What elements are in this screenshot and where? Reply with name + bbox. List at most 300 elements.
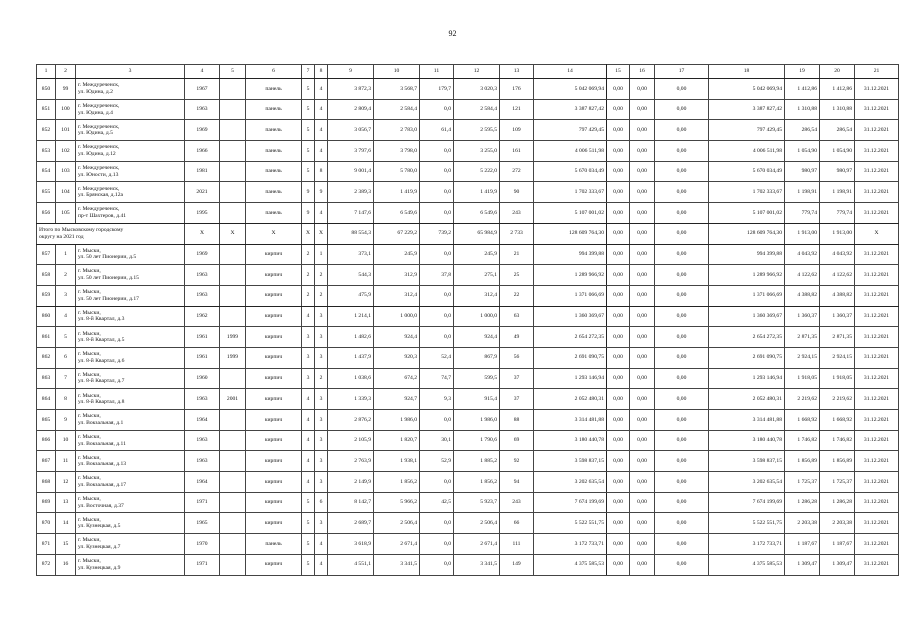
- table-cell: 1967: [185, 79, 220, 100]
- table-cell: 94: [500, 472, 534, 493]
- table-cell: 16: [56, 554, 76, 575]
- table-cell: 779,74: [820, 203, 855, 224]
- table-cell: 4 043,92: [820, 244, 855, 265]
- column-header: 15: [607, 65, 630, 79]
- table-cell: 739,2: [420, 223, 454, 244]
- table-cell: 1981: [185, 161, 220, 182]
- table-cell: 373,1: [328, 244, 374, 265]
- total-label-cell: Итого по Мысковскому городскому округу на 2021 год: [37, 223, 185, 244]
- table-cell: 0,00: [630, 389, 655, 410]
- table-cell: 9: [56, 410, 76, 431]
- table-cell: 852: [37, 120, 56, 141]
- table-cell: [220, 554, 246, 575]
- table-cell: [220, 79, 246, 100]
- table-row: [37, 265, 899, 286]
- table-cell: X: [302, 223, 315, 244]
- table-cell: 52,4: [420, 347, 454, 368]
- table-cell: 4: [315, 203, 328, 224]
- table-cell: 859: [37, 285, 56, 306]
- table-cell: 31.12.2021: [855, 120, 899, 141]
- column-header: 2: [56, 65, 76, 79]
- table-cell: кирпич: [246, 306, 302, 327]
- column-header: 1: [37, 65, 56, 79]
- table-cell: 915,4: [454, 389, 500, 410]
- table-cell: кирпич: [246, 513, 302, 534]
- table-cell: 1995: [185, 203, 220, 224]
- table-cell: 1 293 146,94: [534, 368, 607, 389]
- address-cell: г. Мыски, ул. Кузнецкая, д.9: [76, 554, 185, 575]
- table-cell: 4: [302, 451, 315, 472]
- table-cell: 31.12.2021: [855, 79, 899, 100]
- table-cell: 176: [500, 79, 534, 100]
- table-cell: кирпич: [246, 368, 302, 389]
- column-header: 10: [374, 65, 420, 79]
- table-cell: 797 429,45: [534, 120, 607, 141]
- table-row: [37, 99, 899, 120]
- table-cell: 2 105,9: [328, 430, 374, 451]
- table-cell: 1 054,90: [785, 141, 820, 162]
- column-header: 13: [500, 65, 534, 79]
- table-cell: 0,00: [655, 472, 709, 493]
- table-cell: [220, 410, 246, 431]
- table-cell: 6: [56, 347, 76, 368]
- table-row: [37, 430, 899, 451]
- table-cell: 1 309,47: [785, 554, 820, 575]
- table-cell: [220, 120, 246, 141]
- table-cell: 31.12.2021: [855, 182, 899, 203]
- table-cell: 1 371 066,69: [709, 285, 785, 306]
- table-cell: 1 187,67: [820, 534, 855, 555]
- table-cell: 1999: [220, 347, 246, 368]
- table-cell: 1 360 369,67: [709, 306, 785, 327]
- table-cell: 4 375 585,53: [709, 554, 785, 575]
- column-header: 3: [76, 65, 185, 79]
- column-header: 20: [820, 65, 855, 79]
- table-cell: 31.12.2021: [855, 554, 899, 575]
- table-row: [37, 534, 899, 555]
- table-cell: 4 388,82: [785, 285, 820, 306]
- table-cell: 0,00: [655, 492, 709, 513]
- table-cell: 7 674 199,69: [709, 492, 785, 513]
- table-cell: 4 375 585,53: [534, 554, 607, 575]
- table-cell: 1 293 146,94: [709, 368, 785, 389]
- table-cell: 3 180 440,78: [709, 430, 785, 451]
- table-cell: 0,00: [607, 120, 630, 141]
- table-cell: 920,3: [374, 347, 420, 368]
- table-cell: кирпич: [246, 327, 302, 348]
- table-cell: 69: [500, 430, 534, 451]
- table-cell: 924,4: [374, 327, 420, 348]
- table-cell: 105: [56, 203, 76, 224]
- table-cell: 1 360,37: [785, 306, 820, 327]
- table-cell: 3 314 481,88: [534, 410, 607, 431]
- table-cell: панель: [246, 203, 302, 224]
- table-cell: 1 371 066,69: [534, 285, 607, 306]
- housing-registry-table: [36, 64, 899, 576]
- table-cell: 7 674 199,69: [534, 492, 607, 513]
- table-cell: 10: [56, 430, 76, 451]
- table-cell: 2 595,5: [454, 120, 500, 141]
- address-cell: г. Междуреченск, ул. Юдина, д.4: [76, 99, 185, 120]
- table-cell: 243: [500, 492, 534, 513]
- table-cell: 869: [37, 492, 56, 513]
- table-cell: 0,00: [630, 99, 655, 120]
- table-cell: 0,00: [607, 203, 630, 224]
- table-cell: 0,00: [655, 306, 709, 327]
- table-cell: 4 006 511,98: [709, 141, 785, 162]
- table-cell: 3: [315, 389, 328, 410]
- table-cell: X: [185, 223, 220, 244]
- table-cell: 0,00: [607, 141, 630, 162]
- table-cell: 2: [315, 265, 328, 286]
- table-cell: 5: [302, 513, 315, 534]
- table-cell: 1 986,0: [454, 410, 500, 431]
- table-cell: 1964: [185, 410, 220, 431]
- table-cell: 128 609 764,30: [534, 223, 607, 244]
- table-cell: 3: [315, 410, 328, 431]
- table-cell: 5 522 551,75: [709, 513, 785, 534]
- table-cell: 0,00: [655, 265, 709, 286]
- table-cell: 5 222,0: [454, 161, 500, 182]
- table-cell: 0,00: [607, 472, 630, 493]
- table-cell: 149: [500, 554, 534, 575]
- table-cell: 4: [315, 120, 328, 141]
- table-cell: 8 142,7: [328, 492, 374, 513]
- table-cell: 31.12.2021: [855, 203, 899, 224]
- table-cell: 9: [302, 182, 315, 203]
- table-cell: 104: [56, 182, 76, 203]
- table-row: [37, 327, 899, 348]
- table-cell: 0,00: [655, 534, 709, 555]
- table-cell: 0,00: [655, 182, 709, 203]
- table-cell: 1 885,2: [454, 451, 500, 472]
- address-cell: г. Мыски, ул. 50 лет Пионерии, д.5: [76, 244, 185, 265]
- table-cell: кирпич: [246, 430, 302, 451]
- table-cell: 2: [315, 285, 328, 306]
- table-cell: 3 056,7: [328, 120, 374, 141]
- table-cell: 1969: [185, 244, 220, 265]
- table-cell: 37: [500, 368, 534, 389]
- table-cell: 1964: [185, 472, 220, 493]
- table-cell: 870: [37, 513, 56, 534]
- table-cell: кирпич: [246, 347, 302, 368]
- table-cell: 42,5: [420, 492, 454, 513]
- table-cell: 3 180 440,78: [534, 430, 607, 451]
- table-cell: кирпич: [246, 554, 302, 575]
- table-cell: 63: [500, 306, 534, 327]
- table-cell: 0,00: [630, 430, 655, 451]
- table-cell: 3: [302, 347, 315, 368]
- table-cell: 31.12.2021: [855, 327, 899, 348]
- table-cell: 3 797,6: [328, 141, 374, 162]
- table-cell: 0,0: [420, 182, 454, 203]
- table-cell: 31.12.2021: [855, 285, 899, 306]
- table-cell: 1 198,91: [785, 182, 820, 203]
- address-cell: г. Мыски, ул. 8-й Квартал, д.8: [76, 389, 185, 410]
- table-row: [37, 513, 899, 534]
- table-cell: 2021: [185, 182, 220, 203]
- table-cell: 2 671,4: [374, 534, 420, 555]
- table-row: [37, 472, 899, 493]
- table-cell: 860: [37, 306, 56, 327]
- table-cell: 6 549,6: [374, 203, 420, 224]
- table-cell: 2 871,35: [785, 327, 820, 348]
- table-cell: 4 006 511,98: [534, 141, 607, 162]
- table-cell: 1 437,9: [328, 347, 374, 368]
- table-cell: 0,00: [655, 244, 709, 265]
- column-header: 21: [855, 65, 899, 79]
- address-cell: г. Междуреченск, ул. Брянская, д.12а: [76, 182, 185, 203]
- table-cell: 1 412,86: [785, 79, 820, 100]
- table-cell: 4: [315, 554, 328, 575]
- table-cell: 0,00: [630, 265, 655, 286]
- table-cell: 1 918,05: [820, 368, 855, 389]
- table-cell: 2 691 090,75: [534, 347, 607, 368]
- table-cell: 0,00: [630, 79, 655, 100]
- table-cell: 3 598 837,15: [709, 451, 785, 472]
- address-cell: г. Мыски, ул. Вокзальная, д.17: [76, 472, 185, 493]
- table-cell: 2: [315, 368, 328, 389]
- table-cell: 0,00: [630, 141, 655, 162]
- table-cell: 7: [56, 368, 76, 389]
- table-cell: 1 856,2: [454, 472, 500, 493]
- table-cell: 3 341,5: [454, 554, 500, 575]
- table-cell: 4: [302, 306, 315, 327]
- table-cell: 0,00: [655, 161, 709, 182]
- table-cell: 0,00: [655, 389, 709, 410]
- table-cell: 99: [56, 79, 76, 100]
- column-header: 11: [420, 65, 454, 79]
- table-cell: 0,00: [607, 492, 630, 513]
- table-cell: 5: [302, 161, 315, 182]
- table-cell: 5 107 001,02: [534, 203, 607, 224]
- table-cell: панель: [246, 182, 302, 203]
- table-cell: 5 670 034,49: [709, 161, 785, 182]
- table-cell: 272: [500, 161, 534, 182]
- table-cell: 0,00: [607, 347, 630, 368]
- table-cell: 3: [315, 327, 328, 348]
- table-cell: 2: [302, 285, 315, 306]
- table-cell: 5: [302, 79, 315, 100]
- table-cell: 7 147,6: [328, 203, 374, 224]
- address-cell: г. Междуреченск, ул. Юдина, д.2: [76, 79, 185, 100]
- table-row: [37, 244, 899, 265]
- table-cell: 3: [315, 472, 328, 493]
- table-cell: 980,97: [785, 161, 820, 182]
- table-cell: 1: [315, 244, 328, 265]
- address-cell: г. Мыски, ул. Вокзальная, д.1: [76, 410, 185, 431]
- table-cell: 3: [315, 430, 328, 451]
- address-cell: г. Мыски, ул. Кузнецкая, д.5: [76, 513, 185, 534]
- table-cell: 0,00: [655, 430, 709, 451]
- table-cell: 2 219,62: [820, 389, 855, 410]
- table-cell: 88 554,3: [328, 223, 374, 244]
- table-cell: 6 549,6: [454, 203, 500, 224]
- table-cell: 31.12.2021: [855, 389, 899, 410]
- table-cell: 0,00: [630, 306, 655, 327]
- table-cell: 0,00: [630, 347, 655, 368]
- table-cell: 0,00: [655, 368, 709, 389]
- table-cell: 1963: [185, 451, 220, 472]
- table-cell: 0,0: [420, 327, 454, 348]
- table-cell: 5: [302, 141, 315, 162]
- address-cell: г. Междуреченск, пр-т Шахтеров, д.41: [76, 203, 185, 224]
- table-cell: 2 203,38: [820, 513, 855, 534]
- table-cell: 74,7: [420, 368, 454, 389]
- table-cell: 1 198,91: [820, 182, 855, 203]
- column-header: 8: [315, 65, 328, 79]
- table-cell: панель: [246, 161, 302, 182]
- table-cell: 0,00: [607, 244, 630, 265]
- table-cell: 0,00: [630, 554, 655, 575]
- table-cell: 3 255,0: [454, 141, 500, 162]
- table-cell: 4: [302, 389, 315, 410]
- table-cell: панель: [246, 79, 302, 100]
- column-header: 6: [246, 65, 302, 79]
- table-cell: 2 052 480,31: [709, 389, 785, 410]
- table-cell: 1 054,90: [820, 141, 855, 162]
- table-cell: 31.12.2021: [855, 430, 899, 451]
- table-cell: 245,9: [454, 244, 500, 265]
- column-header: 16: [630, 65, 655, 79]
- table-cell: 868: [37, 472, 56, 493]
- table-cell: 1960: [185, 368, 220, 389]
- table-cell: 1 856,89: [820, 451, 855, 472]
- table-cell: 3 598 837,15: [534, 451, 607, 472]
- table-cell: 0,0: [420, 203, 454, 224]
- table-cell: 3: [315, 347, 328, 368]
- column-header: 14: [534, 65, 607, 79]
- table-cell: 2 763,9: [328, 451, 374, 472]
- table-cell: 12: [56, 472, 76, 493]
- table-cell: 4 122,62: [820, 265, 855, 286]
- column-header: 4: [185, 65, 220, 79]
- table-cell: 1 419,9: [374, 182, 420, 203]
- table-cell: 0,00: [607, 161, 630, 182]
- table-cell: 5 780,0: [374, 161, 420, 182]
- table-cell: 994 399,88: [534, 244, 607, 265]
- table-cell: 3 202 635,54: [534, 472, 607, 493]
- table-cell: 5: [302, 534, 315, 555]
- table-row: [37, 141, 899, 162]
- table-cell: 1 214,1: [328, 306, 374, 327]
- table-cell: 1 725,37: [820, 472, 855, 493]
- table-cell: 31.12.2021: [855, 347, 899, 368]
- table-cell: 1961: [185, 347, 220, 368]
- table-cell: 37: [500, 389, 534, 410]
- table-cell: 2 203,38: [785, 513, 820, 534]
- table-cell: 9: [302, 203, 315, 224]
- table-cell: 0,00: [607, 513, 630, 534]
- address-cell: г. Мыски, ул. 50 лет Пионерии, д.15: [76, 265, 185, 286]
- table-cell: 5 042 069,94: [709, 79, 785, 100]
- table-cell: [220, 513, 246, 534]
- table-cell: 0,00: [655, 120, 709, 141]
- table-cell: 161: [500, 141, 534, 162]
- table-cell: 0,00: [630, 203, 655, 224]
- table-cell: 2 809,4: [328, 99, 374, 120]
- table-cell: 1: [56, 244, 76, 265]
- table-cell: 8: [56, 389, 76, 410]
- table-header-row: [37, 65, 899, 79]
- table-cell: 3: [315, 306, 328, 327]
- table-cell: [220, 451, 246, 472]
- table-cell: [220, 368, 246, 389]
- table-cell: 1 913,00: [820, 223, 855, 244]
- table-cell: 31.12.2021: [855, 513, 899, 534]
- table-cell: 179,7: [420, 79, 454, 100]
- table-cell: 0,0: [420, 141, 454, 162]
- table-cell: 4: [302, 410, 315, 431]
- table-cell: 866: [37, 430, 56, 451]
- table-cell: 2 733: [500, 223, 534, 244]
- table-cell: 858: [37, 265, 56, 286]
- table-cell: 1 286,28: [785, 492, 820, 513]
- table-cell: [220, 141, 246, 162]
- table-cell: кирпич: [246, 492, 302, 513]
- table-cell: 3: [56, 285, 76, 306]
- table-cell: 1 702 333,67: [709, 182, 785, 203]
- table-row: [37, 451, 899, 472]
- table-cell: 30,1: [420, 430, 454, 451]
- table-cell: 0,0: [420, 472, 454, 493]
- table-cell: 0,00: [655, 141, 709, 162]
- table-row: [37, 182, 899, 203]
- table-cell: 0,00: [655, 554, 709, 575]
- table-cell: кирпич: [246, 472, 302, 493]
- table-cell: 4: [315, 79, 328, 100]
- table-cell: 2 149,9: [328, 472, 374, 493]
- table-cell: X: [855, 223, 899, 244]
- column-header: 5: [220, 65, 246, 79]
- column-header: 12: [454, 65, 500, 79]
- table-cell: 61,4: [420, 120, 454, 141]
- table-cell: 286,54: [820, 120, 855, 141]
- column-header: 9: [328, 65, 374, 79]
- table-cell: [220, 161, 246, 182]
- table-cell: 0,00: [607, 306, 630, 327]
- table-cell: 49: [500, 327, 534, 348]
- table-cell: 0,00: [607, 451, 630, 472]
- table-cell: 2 924,15: [785, 347, 820, 368]
- table-cell: 0,00: [607, 534, 630, 555]
- table-row: [37, 79, 899, 100]
- table-cell: 854: [37, 161, 56, 182]
- table-row: [37, 223, 899, 244]
- table-cell: 37,8: [420, 265, 454, 286]
- table-cell: 0,00: [655, 327, 709, 348]
- table-cell: 9,3: [420, 389, 454, 410]
- table-cell: 1 790,6: [454, 430, 500, 451]
- table-cell: 1 412,86: [820, 79, 855, 100]
- table-cell: 5: [56, 327, 76, 348]
- table-cell: 1 986,0: [374, 410, 420, 431]
- table-cell: 0,00: [655, 451, 709, 472]
- table-cell: 1 725,37: [785, 472, 820, 493]
- table-cell: 1 000,0: [454, 306, 500, 327]
- table-cell: 4 122,62: [785, 265, 820, 286]
- table-cell: 0,00: [630, 327, 655, 348]
- address-cell: г. Мыски, ул. Восточная, д.37: [76, 492, 185, 513]
- table-cell: 1999: [220, 327, 246, 348]
- table-cell: 1961: [185, 327, 220, 348]
- address-cell: г. Мыски, ул. Вокзальная, д.11: [76, 430, 185, 451]
- table-cell: 865: [37, 410, 56, 431]
- table-cell: 0,0: [420, 513, 454, 534]
- table-cell: 9 001,4: [328, 161, 374, 182]
- table-cell: 856: [37, 203, 56, 224]
- page-number: 92: [448, 29, 457, 38]
